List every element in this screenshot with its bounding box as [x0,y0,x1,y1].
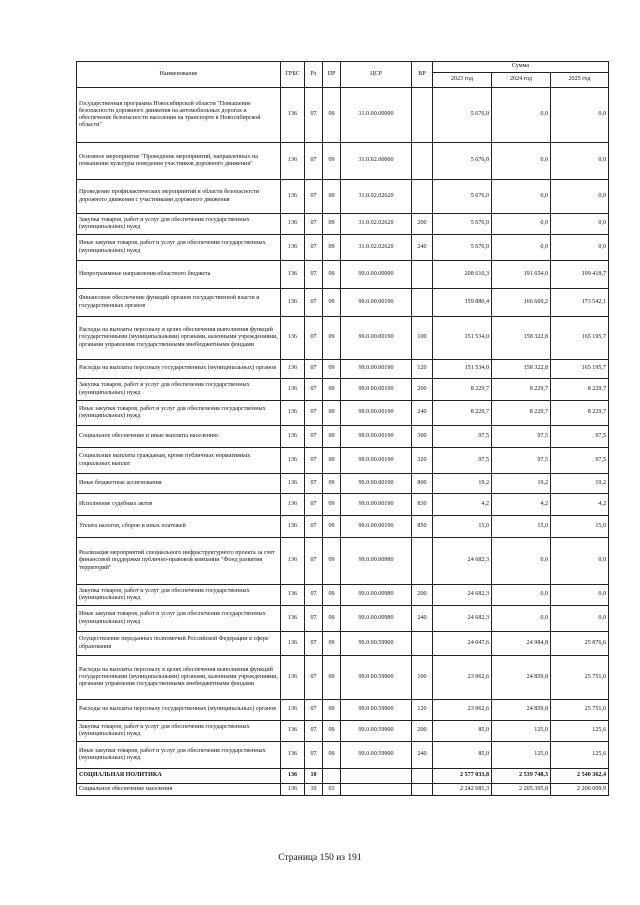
row-value-2025: 0,0 [551,143,609,180]
row-value-2024: 8 229,7 [492,379,551,401]
table-row [77,585,609,606]
table-row [77,516,609,538]
row-vr [412,784,433,796]
row-value-2023: 2 577 033,8 [433,769,492,784]
row-value-2025: 173 542,1 [551,289,609,317]
row-pr [323,769,341,784]
row-rz: 07 [305,317,323,360]
row-vr: 240 [412,235,433,261]
row-name: Расходы на выплаты персоналу в целях обеспечения выполнения функций государственными (муниципальными) органами, казенными учреждениями, органами управления государственными внебюджетными фондами [77,317,281,360]
row-csr: 99.0.00.00980 [341,538,412,585]
row-grbs: 136 [281,401,305,426]
table-row [77,632,609,656]
row-pr: 09 [323,261,341,289]
header-csr: ЦСР [341,62,412,88]
row-grbs: 136 [281,88,305,143]
header-sum: Сумма [433,62,609,73]
row-value-2023: 5 676,0 [433,180,492,214]
row-value-2023: 8 229,7 [433,401,492,426]
row-value-2024: 0,0 [492,235,551,261]
row-pr: 09 [323,448,341,474]
row-rz: 07 [305,721,323,742]
table-row [77,317,609,360]
budget-table-container [76,61,608,796]
header-year-2025: 2025 год [551,73,609,88]
table-row [77,88,609,143]
row-grbs: 136 [281,426,305,448]
row-name: Осуществление переданных полномочий Российской Федерации в сфере образования [77,632,281,656]
row-vr [412,88,433,143]
row-rz: 07 [305,261,323,289]
row-value-2025: 0,0 [551,538,609,585]
row-pr: 09 [323,632,341,656]
row-rz: 07 [305,742,323,769]
row-csr: 31.0.02.00000 [341,143,412,180]
row-value-2023: 23 962,6 [433,656,492,700]
row-csr: 99.0.00.00190 [341,379,412,401]
row-value-2023: 2 242 681,3 [433,784,492,796]
row-pr: 09 [323,585,341,606]
row-value-2025: 0,0 [551,180,609,214]
row-value-2024: 0,0 [492,585,551,606]
row-vr [412,769,433,784]
row-value-2024: 2 539 748,3 [492,769,551,784]
row-value-2024: 2 205 395,8 [492,784,551,796]
row-value-2024: 19,2 [492,474,551,494]
row-rz: 07 [305,379,323,401]
row-value-2024: 0,0 [492,606,551,632]
row-vr: 200 [412,585,433,606]
row-rz: 07 [305,360,323,379]
row-grbs: 136 [281,494,305,516]
row-vr [412,289,433,317]
row-value-2023: 151 534,0 [433,360,492,379]
table-row [77,742,609,769]
header-year-2024: 2024 год [492,73,551,88]
row-vr: 240 [412,606,433,632]
row-rz: 07 [305,656,323,700]
row-pr: 03 [323,784,341,796]
row-value-2023: 5 676,0 [433,235,492,261]
row-value-2024: 158 322,8 [492,317,551,360]
row-value-2024: 24 984,8 [492,632,551,656]
row-grbs: 136 [281,235,305,261]
row-value-2023: 5 676,0 [433,88,492,143]
row-value-2025: 2 540 362,4 [551,769,609,784]
table-row [77,360,609,379]
row-csr: 99.0.00.59900 [341,742,412,769]
table-row [77,700,609,721]
row-value-2025: 165 195,7 [551,360,609,379]
row-name: Иные закупки товаров, работ и услуг для обеспечения государственных (муниципальных) нужд [77,401,281,426]
row-name: Исполнение судебных актов [77,494,281,516]
row-value-2025: 15,0 [551,516,609,538]
row-grbs: 136 [281,656,305,700]
row-csr [341,769,412,784]
row-grbs: 136 [281,379,305,401]
row-vr: 320 [412,448,433,474]
header-vr: ВР [412,62,433,88]
table-row [77,721,609,742]
row-pr: 09 [323,317,341,360]
table-row [77,538,609,585]
row-rz: 07 [305,494,323,516]
row-value-2024: 15,0 [492,516,551,538]
row-csr [341,784,412,796]
row-value-2025: 97,5 [551,426,609,448]
row-rz: 07 [305,426,323,448]
row-value-2023: 5 676,0 [433,143,492,180]
table-row [77,143,609,180]
row-value-2025: 0,0 [551,214,609,235]
row-vr: 800 [412,474,433,494]
row-value-2025: 2 206 009,9 [551,784,609,796]
row-grbs: 136 [281,538,305,585]
table-row [77,448,609,474]
row-grbs: 136 [281,360,305,379]
row-rz: 07 [305,289,323,317]
row-grbs: 136 [281,721,305,742]
row-pr: 09 [323,516,341,538]
row-value-2025: 0,0 [551,585,609,606]
row-name: Расходы на выплаты персоналу государственных (муниципальных) органов [77,700,281,721]
table-row [77,235,609,261]
row-rz: 07 [305,538,323,585]
row-name: Закупка товаров, работ и услуг для обеспечения государственных (муниципальных) нужд [77,214,281,235]
row-vr: 830 [412,494,433,516]
budget-table [76,61,609,796]
row-grbs: 136 [281,632,305,656]
row-csr: 99.0.00.59900 [341,656,412,700]
row-value-2024: 0,0 [492,88,551,143]
row-value-2023: 24 047,6 [433,632,492,656]
row-name: Закупка товаров, работ и услуг для обеспечения государственных (муниципальных) нужд [77,585,281,606]
row-value-2025: 25 751,0 [551,700,609,721]
row-value-2025: 165 195,7 [551,317,609,360]
row-grbs: 136 [281,516,305,538]
row-name: Расходы на выплаты персоналу государственных (муниципальных) органов [77,360,281,379]
row-vr [412,180,433,214]
row-value-2023: 24 682,3 [433,585,492,606]
row-csr: 99.0.00.00000 [341,261,412,289]
row-vr: 100 [412,317,433,360]
row-name: Закупка товаров, работ и услуг для обеспечения государственных (муниципальных) нужд [77,379,281,401]
row-value-2024: 97,5 [492,448,551,474]
row-rz: 07 [305,700,323,721]
row-name: Проведение профилактических мероприятий в области безопасности дорожного движения с участниками дорожного движения [77,180,281,214]
row-pr: 09 [323,426,341,448]
row-pr: 09 [323,235,341,261]
row-vr [412,632,433,656]
row-pr: 09 [323,88,341,143]
row-value-2024: 8 229,7 [492,401,551,426]
row-rz: 07 [305,448,323,474]
row-rz: 07 [305,214,323,235]
row-value-2023: 4,2 [433,494,492,516]
row-rz: 10 [305,784,323,796]
row-value-2024: 97,5 [492,426,551,448]
row-csr: 99.0.00.59900 [341,721,412,742]
row-csr: 99.0.00.00190 [341,474,412,494]
row-rz: 10 [305,769,323,784]
row-name: Закупка товаров, работ и услуг для обеспечения государственных (муниципальных) нужд [77,721,281,742]
row-value-2025: 19,2 [551,474,609,494]
row-rz: 07 [305,632,323,656]
row-grbs: 136 [281,700,305,721]
header-name: Наименование [77,62,281,88]
row-value-2024: 24 859,8 [492,700,551,721]
row-rz: 07 [305,235,323,261]
row-csr: 99.0.00.00980 [341,585,412,606]
row-value-2024: 158 322,8 [492,360,551,379]
row-vr: 200 [412,214,433,235]
row-name: Расходы на выплаты персоналу в целях обеспечения выполнения функций государственными (муниципальными) органами, казенными учреждениями, органами управления государственными внебюджетными фондами [77,656,281,700]
row-vr: 120 [412,700,433,721]
row-grbs: 136 [281,317,305,360]
row-value-2024: 191 654,0 [492,261,551,289]
row-name: Иные закупки товаров, работ и услуг для обеспечения государственных (муниципальных) нужд [77,606,281,632]
row-vr: 200 [412,721,433,742]
row-pr: 09 [323,474,341,494]
row-pr: 09 [323,401,341,426]
row-rz: 07 [305,143,323,180]
row-name: Государственная программа Новосибирской области "Повышение безопасности дорожного движения на автомобильных дорогах и обеспечение безопасности населения на транспорте в Новосибирской области" [77,88,281,143]
row-csr: 99.0.00.00190 [341,317,412,360]
row-csr: 31.0.02.02620 [341,214,412,235]
table-row [77,180,609,214]
row-grbs: 136 [281,769,305,784]
row-rz: 07 [305,180,323,214]
row-name: Непрограммные направления областного бюджета [77,261,281,289]
row-csr: 99.0.00.00190 [341,494,412,516]
row-grbs: 136 [281,180,305,214]
row-csr: 99.0.00.00190 [341,426,412,448]
row-value-2023: 15,0 [433,516,492,538]
row-csr: 99.0.00.00980 [341,606,412,632]
row-name: Реализация мероприятий специального инфраструктурного проекта за счет финансовой поддержки публично-правовой компании "Фонд развития территорий" [77,538,281,585]
row-rz: 07 [305,88,323,143]
row-name: СОЦИАЛЬНАЯ ПОЛИТИКА [77,769,281,784]
row-value-2025: 0,0 [551,606,609,632]
row-name: Социальные выплаты гражданам, кроме публичных нормативных социальных выплат [77,448,281,474]
row-grbs: 136 [281,261,305,289]
row-grbs: 136 [281,606,305,632]
row-value-2023: 97,5 [433,448,492,474]
row-grbs: 136 [281,742,305,769]
row-pr: 09 [323,700,341,721]
row-value-2025: 8 229,7 [551,401,609,426]
table-row [77,261,609,289]
row-value-2024: 125,0 [492,721,551,742]
table-row [77,494,609,516]
row-value-2025: 25 876,6 [551,632,609,656]
row-value-2025: 4,2 [551,494,609,516]
row-value-2023: 208 610,3 [433,261,492,289]
row-name: Иные закупки товаров, работ и услуг для обеспечения государственных (муниципальных) нужд [77,235,281,261]
row-vr [412,143,433,180]
table-row [77,769,609,784]
row-name: Уплата налогов, сборов и иных платежей [77,516,281,538]
row-pr: 09 [323,538,341,585]
row-vr: 300 [412,426,433,448]
row-rz: 07 [305,516,323,538]
row-vr: 240 [412,401,433,426]
row-grbs: 136 [281,448,305,474]
row-value-2024: 0,0 [492,143,551,180]
row-csr: 99.0.00.00190 [341,516,412,538]
row-name: Иные закупки товаров, работ и услуг для обеспечения государственных (муниципальных) нужд [77,742,281,769]
row-vr: 240 [412,742,433,769]
row-name: Иные бюджетные ассигнования [77,474,281,494]
table-row [77,214,609,235]
row-csr: 31.0.02.02620 [341,235,412,261]
row-rz: 07 [305,606,323,632]
table-row [77,474,609,494]
row-value-2025: 8 229,7 [551,379,609,401]
row-value-2025: 199 418,7 [551,261,609,289]
row-value-2025: 125,6 [551,721,609,742]
row-pr: 09 [323,360,341,379]
row-value-2024: 0,0 [492,538,551,585]
row-value-2024: 125,0 [492,742,551,769]
row-value-2025: 0,0 [551,235,609,261]
row-grbs: 136 [281,143,305,180]
row-value-2023: 19,2 [433,474,492,494]
table-row [77,606,609,632]
header-pr: ПР [323,62,341,88]
header-rz: Рз [305,62,323,88]
row-name: Социальное обеспечение и иные выплаты населению [77,426,281,448]
row-value-2023: 151 534,0 [433,317,492,360]
table-row [77,289,609,317]
table-row [77,656,609,700]
row-value-2025: 0,0 [551,88,609,143]
row-csr: 31.0.02.02620 [341,180,412,214]
row-value-2025: 25 751,0 [551,656,609,700]
row-value-2023: 8 229,7 [433,379,492,401]
row-name: Финансовое обеспечение функций органов государственной власти и государственных органов [77,289,281,317]
row-pr: 09 [323,143,341,180]
row-pr: 09 [323,721,341,742]
row-vr: 200 [412,379,433,401]
row-csr: 99.0.00.00190 [341,360,412,379]
row-value-2024: 166 669,2 [492,289,551,317]
row-grbs: 136 [281,474,305,494]
table-body [77,88,609,796]
table-row [77,379,609,401]
row-pr: 09 [323,214,341,235]
row-csr: 99.0.00.00190 [341,448,412,474]
row-value-2024: 4,2 [492,494,551,516]
row-csr: 99.0.00.00190 [341,401,412,426]
table-row [77,426,609,448]
row-pr: 09 [323,180,341,214]
row-pr: 09 [323,379,341,401]
row-grbs: 136 [281,214,305,235]
header-year-2023: 2023 год [433,73,492,88]
row-rz: 07 [305,474,323,494]
row-pr: 09 [323,656,341,700]
row-value-2024: 0,0 [492,180,551,214]
row-value-2023: 97,5 [433,426,492,448]
row-grbs: 136 [281,585,305,606]
row-vr [412,538,433,585]
row-vr: 850 [412,516,433,538]
row-value-2024: 24 859,8 [492,656,551,700]
row-value-2023: 23 962,6 [433,700,492,721]
row-grbs: 136 [281,784,305,796]
row-pr: 09 [323,742,341,769]
row-csr: 99.0.00.59900 [341,632,412,656]
row-value-2024: 0,0 [492,214,551,235]
row-csr: 31.0.00.00000 [341,88,412,143]
row-name: Основное мероприятие "Проведение мероприятий, направленных на повышение культуры поведения участников дорожного движения" [77,143,281,180]
table-row [77,401,609,426]
table-row [77,784,609,796]
row-value-2023: 5 676,0 [433,214,492,235]
row-value-2025: 97,5 [551,448,609,474]
header-grbs: ГРБС [281,62,305,88]
row-pr: 09 [323,289,341,317]
row-grbs: 136 [281,289,305,317]
row-value-2023: 159 880,4 [433,289,492,317]
row-rz: 07 [305,401,323,426]
row-name: Социальное обеспечение населения [77,784,281,796]
row-value-2023: 85,0 [433,742,492,769]
row-vr: 100 [412,656,433,700]
row-csr: 99.0.00.59900 [341,700,412,721]
row-csr: 99.0.00.00190 [341,289,412,317]
row-vr [412,261,433,289]
row-value-2023: 24 682,3 [433,538,492,585]
row-value-2023: 85,0 [433,721,492,742]
page-number: Страница 150 из 191 [278,853,362,863]
row-pr: 09 [323,494,341,516]
row-value-2023: 24 682,3 [433,606,492,632]
row-pr: 09 [323,606,341,632]
row-vr: 120 [412,360,433,379]
row-rz: 07 [305,585,323,606]
row-value-2025: 125,6 [551,742,609,769]
